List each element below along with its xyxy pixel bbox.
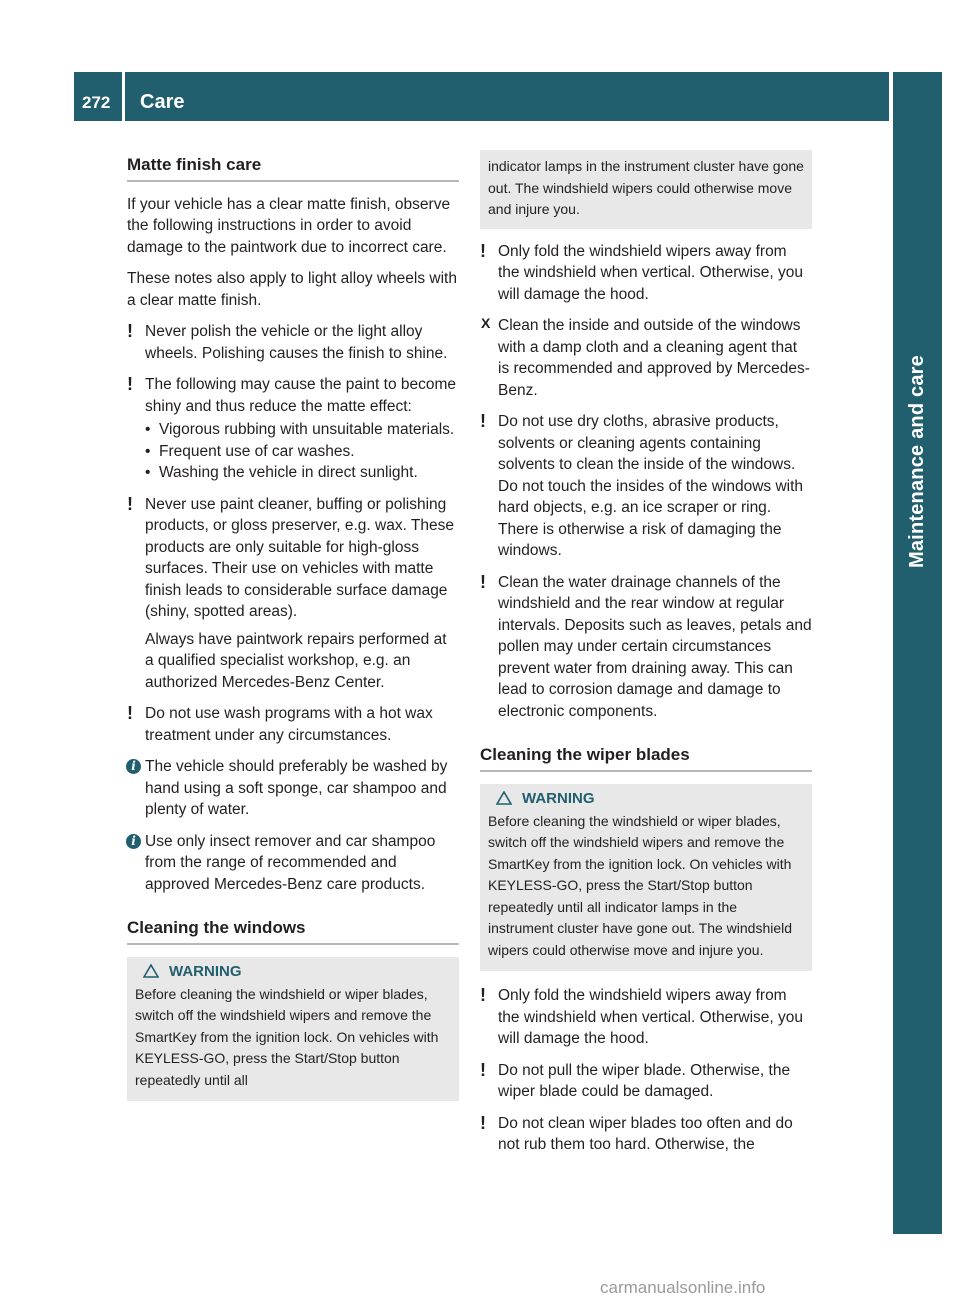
caution-mark-icon: ! [480,571,486,592]
warning-text: indicator lamps in the instrument cluster have gone out. The windshield wipers could otherwise move and injure you. [488,158,804,217]
side-tab-label: Maintenance and care [906,355,928,569]
cleaning-wiper-blades-heading: Cleaning the wiper blades [480,740,812,772]
note-text: Only fold the windshield wipers away from the windshield when vertical. Otherwise, you will damage the hood. [498,987,803,1047]
caution-note [127,494,459,694]
note-text: Do not use dry cloths, abrasive products, solvents or cleaning agents containing solvents to clean the inside of the windows. Do not touch the insides of the windows with hard objects, e.g. an ice scraper or ring. There is otherwise a risk of damaging the windows. [498,413,804,559]
caution-mark-icon: ! [127,703,133,723]
note-text: Do not use wash programs with a hot wax treatment under any circumstances. [145,705,433,744]
caution-note [127,703,459,746]
left-column [127,150,459,1115]
caution-note [480,241,812,306]
side-marker [893,818,942,867]
list-item: • Washing the vehicle in direct sunlight. [145,462,459,484]
note-text: The following may cause the paint to become shiny and thus reduce the matte effect: [145,376,457,415]
warning-text: Before cleaning the windshield or wiper blades, switch off the windshield wipers and remove the SmartKey from the ignition lock. On vehicles with KEYLESS-GO, press the Start/Stop button repeatedly until all [135,985,439,1088]
caution-note [480,411,812,562]
bullet-icon: • [145,442,151,460]
caution-mark-icon: ! [127,493,133,514]
paragraph: These notes also apply to light alloy wheels with a clear matte finish. [127,270,457,309]
warning-box [480,784,812,972]
note-text: Never polish the vehicle or the light alloy wheels. Polishing causes the finish to shine. [145,323,448,362]
note-text: Do not pull the wiper blade. Otherwise, the wiper blade could be damaged. [498,1061,791,1100]
page-number: 272 [82,93,111,112]
warning-box-continued [480,150,812,229]
step-arrow-icon: X [481,315,491,331]
bullet-icon: • [145,421,151,438]
warning-title: WARNING [135,963,451,980]
right-column [480,150,812,1166]
warning-triangle-icon [143,964,159,978]
info-icon: i [126,834,141,849]
info-icon: i [126,759,141,774]
caution-note [480,1113,812,1156]
step-text: Clean the inside and outside of the windows with a damp cloth and a cleaning agent that is recommended and approved by Mercedes-Benz. [498,317,810,399]
cleaning-windows-heading: Cleaning the windows [127,913,459,945]
header-bar [74,72,889,121]
note-text: Use only insect remover and car shampoo from the range of recommended and approved Mercedes-Benz care products. [145,832,436,893]
caution-note [480,1060,812,1103]
matte-finish-heading: Matte finish care [127,150,459,182]
note-text: Always have paintwork repairs performed at a qualified specialist workshop, e.g. an authorized Mercedes-Benz Center. [145,630,447,691]
bullet-list [145,419,459,484]
paragraph: If your vehicle has a clear matte finish, observe the following instructions in order to avoid damage to the paintwork due to incorrect care. [127,195,451,256]
caution-note [127,321,459,364]
note-text: Only fold the windshield wipers away from the windshield when vertical. Otherwise, you will damage the hood. [498,242,803,303]
caution-mark-icon: ! [480,240,486,261]
caution-mark-icon: ! [127,374,133,394]
note-text: Do not clean wiper blades too often and do not rub them too hard. Otherwise, the [498,1114,793,1153]
section-title: Care [140,91,185,113]
warning-title: WARNING [488,790,804,807]
list-item: • Vigorous rubbing with unsuitable materials. [145,419,459,441]
caution-mark-icon: ! [127,321,133,341]
page-number-box [74,72,125,121]
instruction-step [480,315,812,401]
note-text: Clean the water drainage channels of the windshield and the rear window at regular intervals. Deposits such as leaves, petals and pollen may under certain circumstances prevent water from draining away. This can lead to corrosion damage and damage to electronic components. [498,573,812,720]
warning-triangle-icon [496,791,512,805]
note-text: The vehicle should preferably be washed by hand using a soft sponge, car shampoo and plenty of water. [145,758,448,818]
caution-note [480,985,812,1050]
note-text: Never use paint cleaner, buffing or polishing products, or gloss preserver, e.g. wax. These products are only suitable for high-gloss surfaces. Their use on vehicles with matte finish leads to considerable surface damage (shiny, spotted areas). [145,495,455,620]
side-tab [893,72,942,1234]
caution-note [127,374,459,484]
caution-mark-icon: ! [480,1059,486,1080]
caution-mark-icon: ! [480,1112,486,1133]
caution-note [480,572,812,723]
list-item: • Frequent use of car washes. [145,441,459,463]
caution-mark-icon: ! [480,985,486,1005]
info-note [127,831,459,896]
caution-mark-icon: ! [480,411,486,431]
info-note [127,756,459,821]
bullet-icon: • [145,464,151,481]
warning-box [127,957,459,1102]
watermark: carmanualsonline.info [600,1278,766,1297]
warning-text: Before cleaning the windshield or wiper blades, switch off the windshield wipers and remove the SmartKey from the ignition lock. On vehicles with KEYLESS-GO, press the Start/Stop button repeatedly until all indicator lamps in the instrument cluster have gone out. The windshield wipers could otherwise move and injure you. [488,812,793,958]
